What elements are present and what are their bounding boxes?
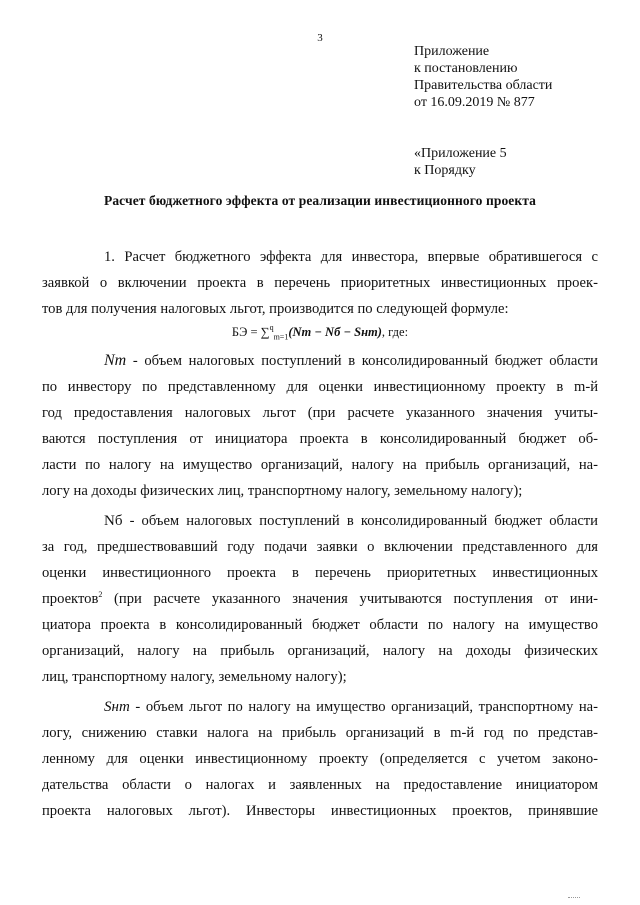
appendix-header bbox=[414, 43, 552, 179]
footnote-mark: 2 bbox=[98, 590, 103, 599]
line-text: (при расчете указанного значения учитываются поступления от ини- bbox=[102, 591, 598, 607]
document-title: Расчет бюджетного эффекта от реализации инвестиционного проекта bbox=[103, 193, 537, 208]
paragraph-line: за год, предшествовавший году подачи заявки о включении представленного для bbox=[42, 539, 598, 555]
paragraph-line bbox=[42, 589, 598, 609]
paragraph-line: лиц, транспортному налогу, земельному налогу); bbox=[42, 669, 347, 685]
scan-mark bbox=[568, 897, 580, 898]
paragraph-line: циатора проекта в консолидированный бюджет области по налогу на имущество bbox=[42, 617, 598, 633]
paragraph-line bbox=[104, 511, 598, 531]
paragraph-line: оценки инвестиционного проекта в перечень приоритетных инвестиционных bbox=[42, 565, 598, 581]
paragraph-line: ваются поступления от инициатора проекта в консолидированный бюджет об- bbox=[42, 431, 598, 447]
paragraph-line: ласти по налогу на имущество организаций, налогу на прибыль организаций, на- bbox=[42, 457, 598, 473]
paragraph-line: тов для получения налоговых льгот, производится по следующей формуле: bbox=[42, 301, 509, 317]
line-text: - объем налоговых поступлений в консолидированный бюджет области bbox=[122, 513, 598, 529]
appendix-line: от 16.09.2019 № 877 bbox=[414, 95, 535, 110]
page-number: 3 bbox=[317, 32, 323, 44]
paragraph-line: по инвестору по представленному для оценки инвестиционному проекту в m-й bbox=[42, 379, 598, 395]
line-text: проектов bbox=[42, 591, 99, 607]
formula-lhs: БЭ = bbox=[231, 325, 261, 339]
sum-upper: q bbox=[269, 323, 274, 332]
paragraph-line: проекта налоговых льгот). Инвесторы инвестиционных проектов, принявшие bbox=[42, 803, 598, 819]
paragraph-line: логу, снижению ставки налога на прибыль организаций в m-й год по представ- bbox=[42, 725, 598, 741]
paragraph-line bbox=[104, 697, 598, 717]
line-text: - объем налоговых поступлений в консолидированный бюджет области bbox=[126, 353, 598, 369]
paragraph-line: 1. Расчет бюджетного эффекта для инвестора, впервые обратившегося с bbox=[104, 249, 598, 265]
formula-expression: (Nm − Nб − Sнm) bbox=[288, 325, 382, 339]
paragraph-line: организаций, налогу на прибыль организаций, налогу на доходы физических bbox=[42, 643, 598, 659]
appendix-ref-line: «Приложение 5 bbox=[414, 146, 507, 161]
paragraph-line: логу на доходы физических лиц, транспортному налогу, земельному налогу); bbox=[42, 483, 523, 499]
appendix-line: Правительства области bbox=[414, 78, 553, 93]
paragraph-line: ленному для оценки инвестиционному проекту (определяется с учетом законо- bbox=[42, 751, 598, 767]
sum-lower: m=1 bbox=[273, 332, 289, 342]
formula bbox=[0, 325, 640, 342]
sum-symbol: ∑ bbox=[260, 325, 270, 339]
paragraph-line: год предоставления налоговых льгот (при расчете указанного значения учиты- bbox=[42, 405, 598, 421]
appendix-ref-line: к Порядку bbox=[414, 163, 476, 178]
paragraph-line bbox=[104, 351, 598, 371]
symbol-nb: Nб bbox=[104, 513, 123, 529]
appendix-line: к постановлению bbox=[414, 61, 518, 76]
symbol-nm: Nm bbox=[104, 352, 127, 369]
paragraph-line: дательства области о налогах и заявленных на предоставление инициатором bbox=[42, 777, 598, 793]
formula-tail: , где: bbox=[381, 325, 409, 339]
line-text: - объем льгот по налогу на имущество организаций, транспортному на- bbox=[129, 699, 598, 715]
symbol-snm: Sнm bbox=[104, 699, 130, 715]
paragraph-line: заявкой о включении проекта в перечень приоритетных инвестиционных проек- bbox=[42, 275, 598, 291]
appendix-line: Приложение bbox=[414, 44, 490, 59]
